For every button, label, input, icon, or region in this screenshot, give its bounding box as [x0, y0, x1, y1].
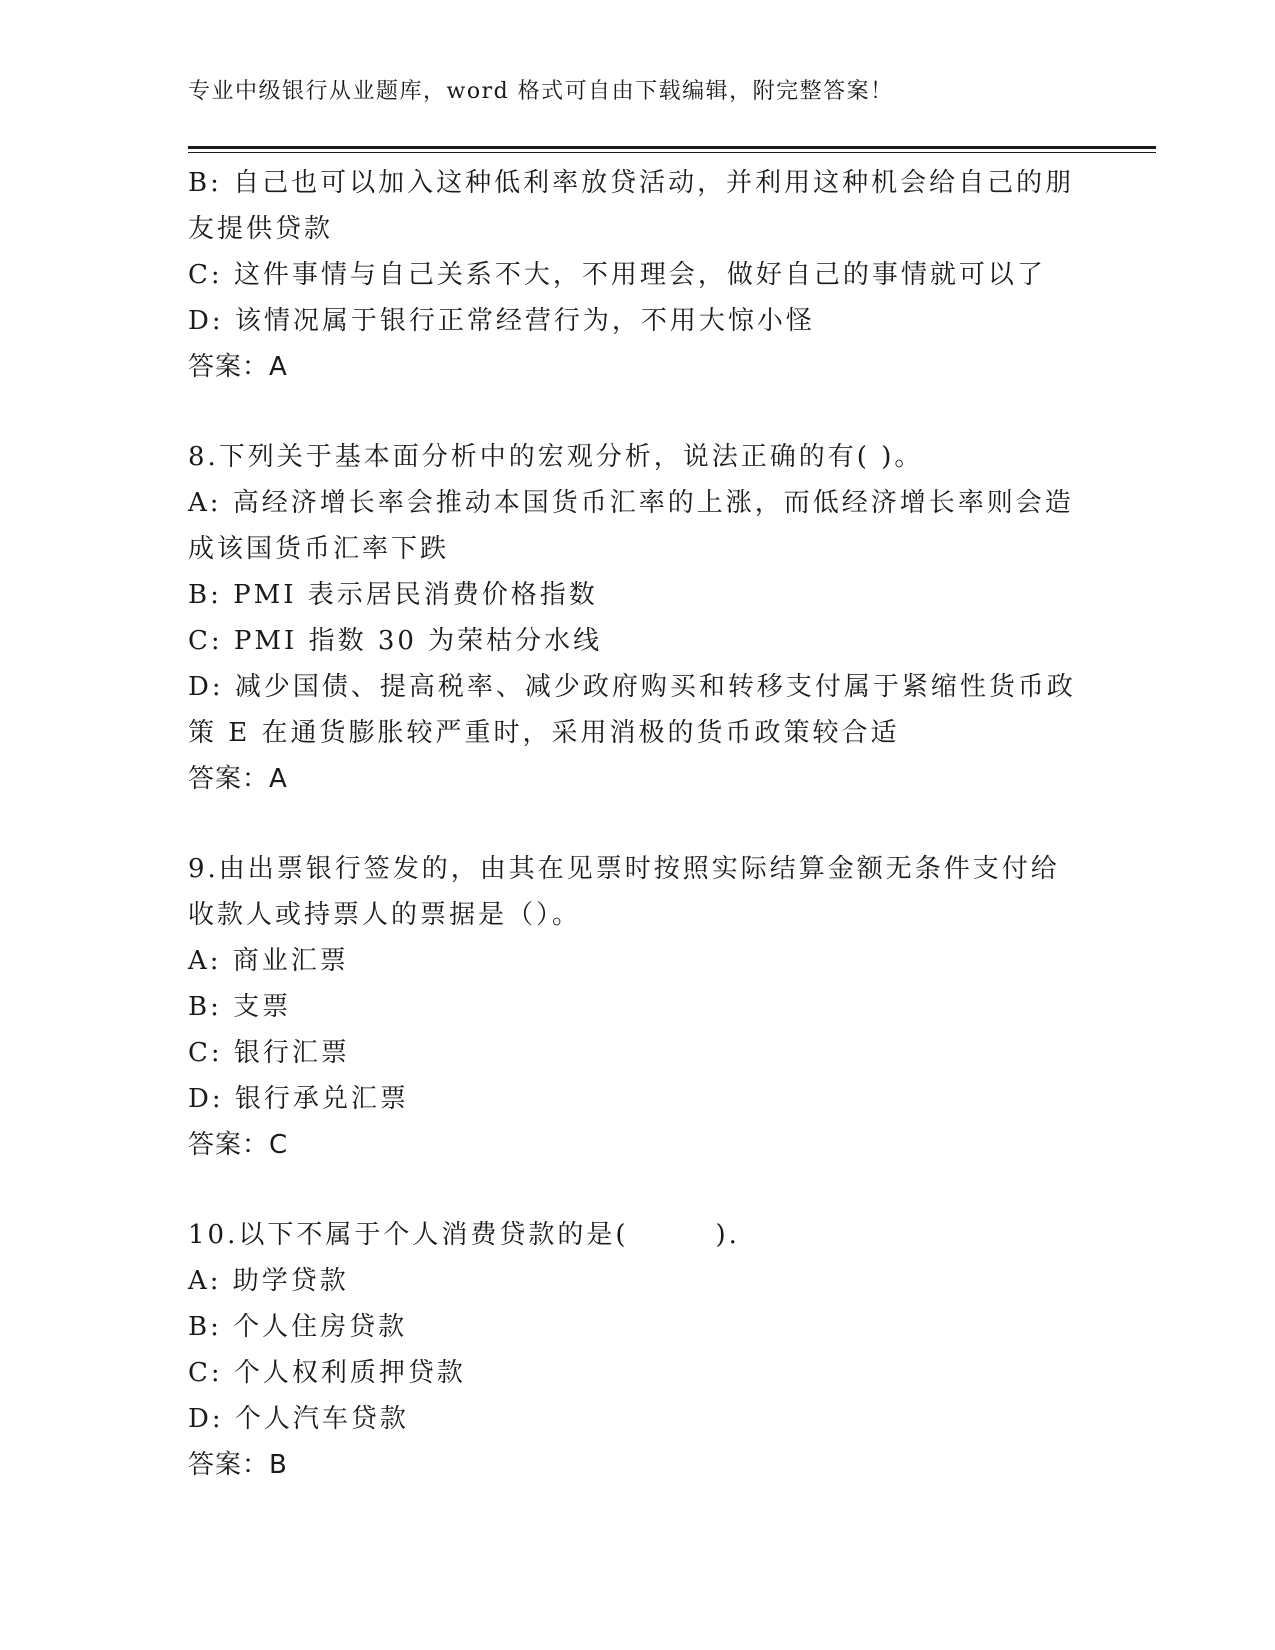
option-d: D: 该情况属于银行正常经营行为，不用大惊小怪	[188, 306, 815, 336]
option-a: A: 商业汇票	[188, 946, 349, 976]
answer: 答案：C	[188, 1130, 289, 1160]
option-b-line-1: B: 自己也可以加入这种低利率放贷活动，并利用这种机会给自己的朋	[188, 168, 1075, 198]
option-b-line-2: 友提供贷款	[188, 214, 334, 244]
option-b: B: 支票	[188, 992, 292, 1022]
spacer	[188, 390, 1088, 434]
header-rule-thin	[188, 152, 1156, 153]
question-stem-line-2: 收款人或持票人的票据是（）。	[188, 900, 582, 930]
option-c: C: 这件事情与自己关系不大，不用理会，做好自己的事情就可以了	[188, 260, 1046, 290]
spacer	[188, 1168, 1088, 1212]
question-7-continued	[188, 160, 1088, 390]
answer: 答案：B	[188, 1450, 288, 1480]
header-rule-thick	[188, 146, 1156, 149]
answer: 答案：A	[188, 352, 288, 382]
question-10	[188, 1212, 1088, 1488]
option-c: C: 银行汇票	[188, 1038, 350, 1068]
spacer	[188, 802, 1088, 846]
question-list	[188, 160, 1088, 1488]
option-a-line-2: 成该国货币汇率下跌	[188, 534, 450, 564]
question-stem: 8.下列关于基本面分析中的宏观分析，说法正确的有( )。	[188, 442, 924, 472]
option-c: C: PMI 指数 30 为荣枯分水线	[188, 626, 603, 656]
option-b: B: PMI 表示居民消费价格指数	[188, 580, 598, 610]
answer: 答案：A	[188, 764, 288, 794]
option-d-line-2: 策 E 在通货膨胀较严重时，采用消极的货币政策较合适	[188, 718, 900, 748]
question-stem-line-1: 9.由出票银行签发的，由其在见票时按照实际结算金额无条件支付给	[188, 854, 1060, 884]
option-d-line-1: D: 减少国债、提高税率、减少政府购买和转移支付属于紧缩性货币政	[188, 672, 1076, 702]
option-d: D: 个人汽车贷款	[188, 1404, 409, 1434]
question-stem: 10.以下不属于个人消费贷款的是( ).	[188, 1220, 740, 1250]
option-a-line-1: A: 高经济增长率会推动本国货币汇率的上涨，而低经济增长率则会造	[188, 488, 1074, 518]
option-a: A: 助学贷款	[188, 1266, 349, 1296]
question-9	[188, 846, 1088, 1168]
question-8	[188, 434, 1088, 802]
option-c: C: 个人权利质押贷款	[188, 1358, 466, 1388]
option-b: B: 个人住房贷款	[188, 1312, 408, 1342]
option-d: D: 银行承兑汇票	[188, 1084, 409, 1114]
header-note: 专业中级银行从业题库，word 格式可自由下载编辑，附完整答案！	[188, 79, 894, 104]
